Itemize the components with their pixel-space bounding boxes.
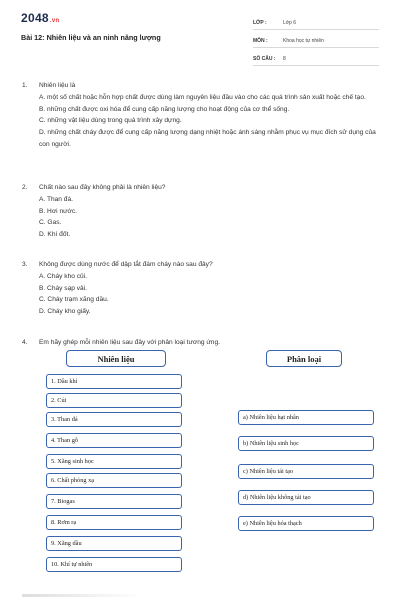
meta-key: MÔN : (253, 37, 268, 44)
meta-key: SỐ CÂU : (253, 55, 276, 62)
meta-value: Khoa học tự nhiên (283, 37, 324, 44)
page-cutoff-divider (22, 594, 142, 597)
category-column-header: Phân loại (266, 350, 342, 367)
question-prompt: Nhiên liệu là (39, 82, 76, 89)
answer-option[interactable]: D. Khí đốt. (39, 231, 71, 239)
question-number: 4. (22, 339, 28, 346)
fuel-item[interactable]: 9. Xăng dầu (46, 536, 182, 551)
site-logo[interactable] (21, 11, 59, 25)
worksheet-meta (253, 16, 379, 70)
fuel-item[interactable]: 4. Than gỗ (46, 433, 182, 448)
answer-option[interactable]: A. Cháy kho củi. (39, 272, 88, 280)
answer-option[interactable]: C. Gas. (39, 219, 62, 227)
category-item[interactable]: b) Nhiên liệu sinh học (238, 436, 374, 451)
answer-option[interactable]: B. những chất được oxi hóa để cung cấp năng lượng cho hoạt động của cơ thể sống. (39, 105, 290, 113)
category-item[interactable]: c) Nhiên liệu tái tạo (238, 464, 374, 479)
logo-text: 2048 (21, 11, 49, 25)
question-prompt: Em hãy ghép mỗi nhiên liệu sau đây với phân loại tương ứng. (39, 339, 220, 346)
question-number: 2. (22, 184, 28, 191)
meta-row-subject (253, 34, 379, 48)
answer-option[interactable]: C. Cháy trạm xăng dầu. (39, 296, 109, 304)
fuel-item[interactable]: 7. Biogas (46, 494, 182, 509)
question-prompt: Chất nào sau đây không phải là nhiên liệu? (39, 184, 166, 191)
lesson-title: Bài 12: Nhiên liệu và an ninh năng lượng (21, 33, 161, 42)
fuel-item[interactable]: 2. Củi (46, 393, 182, 408)
answer-option[interactable]: A. Than đá. (39, 195, 73, 203)
question-body (39, 337, 382, 349)
question-number: 1. (22, 82, 28, 89)
fuel-item[interactable]: 1. Dầu khí (46, 374, 182, 389)
question-number: 3. (22, 261, 28, 268)
logo-suffix: .vn (49, 18, 60, 24)
answer-option[interactable]: B. Cháy sạp vải. (39, 284, 88, 292)
meta-value: Lớp 6 (283, 19, 297, 26)
fuel-item[interactable]: 3. Than đá (46, 412, 182, 427)
question-prompt: Không được dùng nước để dập tắt đám cháy nào sau đây? (39, 261, 213, 268)
fuel-item[interactable]: 10. Khí tự nhiên (46, 557, 182, 572)
question-body (39, 259, 382, 318)
category-item[interactable]: a) Nhiên liệu hạt nhân (238, 410, 374, 425)
answer-option[interactable]: B. Hơi nước. (39, 207, 77, 215)
fuel-item[interactable]: 6. Chất phóng xạ (46, 473, 182, 488)
answer-option[interactable]: C. những vật liệu dùng trong quá trình xây dựng. (39, 117, 182, 125)
category-item[interactable]: d) Nhiên liệu không tái tạo (238, 490, 374, 505)
answer-option[interactable]: A. một số chất hoặc hỗn hợp chất được dùng làm nguyên liệu đầu vào cho các quá trình sản xuất hoặc chế tạo. (39, 93, 366, 101)
meta-row-class (253, 16, 379, 30)
question-body (39, 182, 382, 241)
meta-row-count (253, 52, 379, 66)
fuel-item[interactable]: 8. Rơm rạ (46, 515, 182, 530)
fuel-item[interactable]: 5. Xăng sinh học (46, 454, 182, 469)
meta-value: 8 (283, 55, 286, 62)
category-item[interactable]: e) Nhiên liệu hóa thạch (238, 516, 374, 531)
answer-option[interactable]: D. những chất cháy được để cung cấp năng lượng dạng nhiệt hoặc ánh sáng nhằm phục vụ mục đích sử dụng của con người. (39, 129, 376, 148)
meta-key: LỚP : (253, 19, 267, 26)
question-body (39, 80, 382, 151)
answer-option[interactable]: D. Cháy kho giấy. (39, 308, 91, 316)
fuel-column-header: Nhiên liệu (66, 350, 166, 367)
